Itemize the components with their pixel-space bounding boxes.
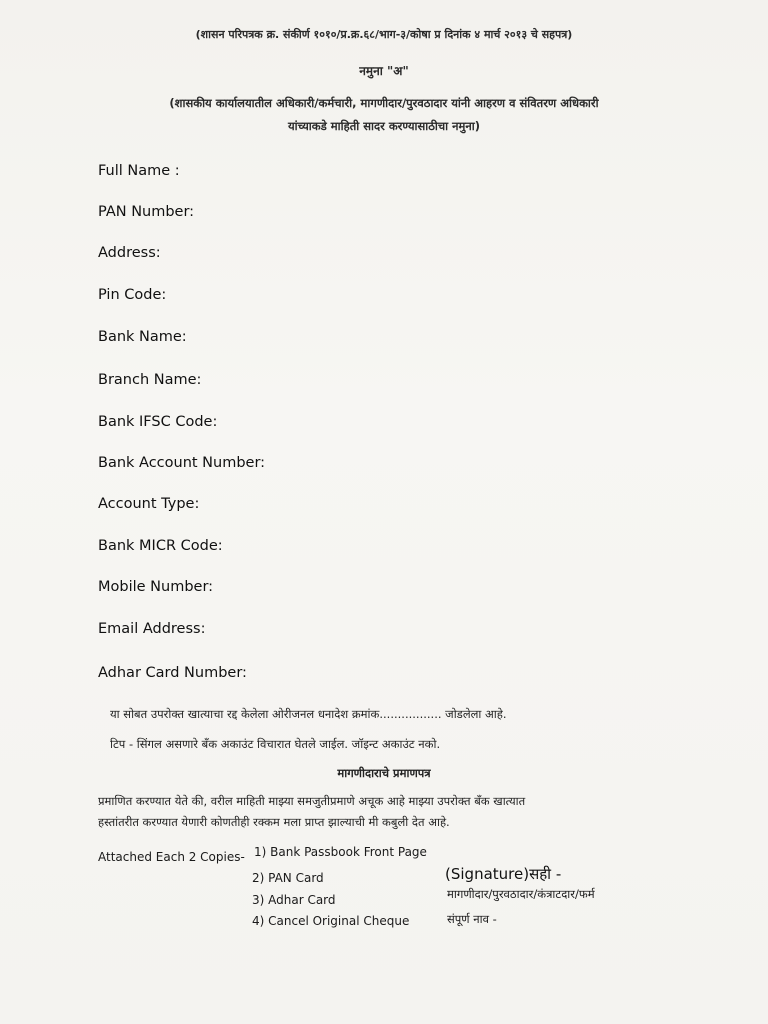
field-pin-code: Pin Code: xyxy=(98,287,167,303)
field-address: Address: xyxy=(98,245,161,261)
field-account-type: Account Type: xyxy=(98,496,200,512)
attachments-label: Attached Each 2 Copies- xyxy=(98,850,245,864)
reference-line: (शासन परिपत्रक क्र. संकीर्ण १०१०/प्र.क्र.६८/भाग-३/कोषा प्र दिनांक ४ मार्च २०१३ चे सहपत्र) xyxy=(195,28,573,41)
field-bank-ifsc-code: Bank IFSC Code: xyxy=(98,414,218,430)
sample-title: नमुना "अ" xyxy=(359,64,409,78)
attachment-item: 3) Adhar Card xyxy=(252,893,336,907)
cheque-note: या सोबत उपरोक्त खात्याचा रद्द केलेला ओरीजनल धनादेश क्रमांक................. जोडलेला आहे. xyxy=(110,707,507,721)
description-line-2: यांच्याकडे माहिती सादर करण्यासाठीचा नमुना) xyxy=(287,119,481,133)
field-bank-account-number: Bank Account Number: xyxy=(98,455,266,471)
signature-name: संपूर्ण नाव - xyxy=(447,912,497,926)
signature-label: (Signature)सही - xyxy=(445,865,562,883)
field-pan-number: PAN Number: xyxy=(98,204,195,220)
field-branch-name: Branch Name: xyxy=(98,372,202,388)
field-bank-micr-code: Bank MICR Code: xyxy=(98,538,223,554)
certificate-line-1: प्रमाणित करण्यात येते की, वरील माहिती माझ्या समजुतीप्रमाणे अचूक आहे माझ्या उपरोक्त बँक खात्यात xyxy=(98,794,526,808)
description-line-1: (शासकीय कार्यालयातील अधिकारी/कर्मचारी, मागणीदार/पुरवठादार यांनी आहरण व संवितरण अधिकारी xyxy=(169,96,599,110)
attachment-item: 2) PAN Card xyxy=(252,871,324,885)
field-full-name: Full Name : xyxy=(98,163,180,179)
certificate-line-2: हस्तांतरीत करण्यात येणारी कोणतीही रक्कम मला प्राप्त झाल्याची मी कबुली देत आहे. xyxy=(98,815,450,829)
tip-note: टिप - सिंगल असणारे बँक अकाउंट विचारात घेतले जाईल. जॉइन्ट अकाउंट नको. xyxy=(110,737,441,751)
signature-role: मागणीदार/पुरवठादार/कंत्राटदार/फर्म xyxy=(447,887,595,901)
field-bank-name: Bank Name: xyxy=(98,329,187,345)
attachment-item: 4) Cancel Original Cheque xyxy=(252,914,410,928)
attachment-item: 1) Bank Passbook Front Page xyxy=(254,845,427,859)
field-adhar-card-number: Adhar Card Number: xyxy=(98,665,247,681)
field-email-address: Email Address: xyxy=(98,621,206,637)
certificate-title: मागणीदाराचे प्रमाणपत्र xyxy=(337,766,431,780)
field-mobile-number: Mobile Number: xyxy=(98,579,214,595)
